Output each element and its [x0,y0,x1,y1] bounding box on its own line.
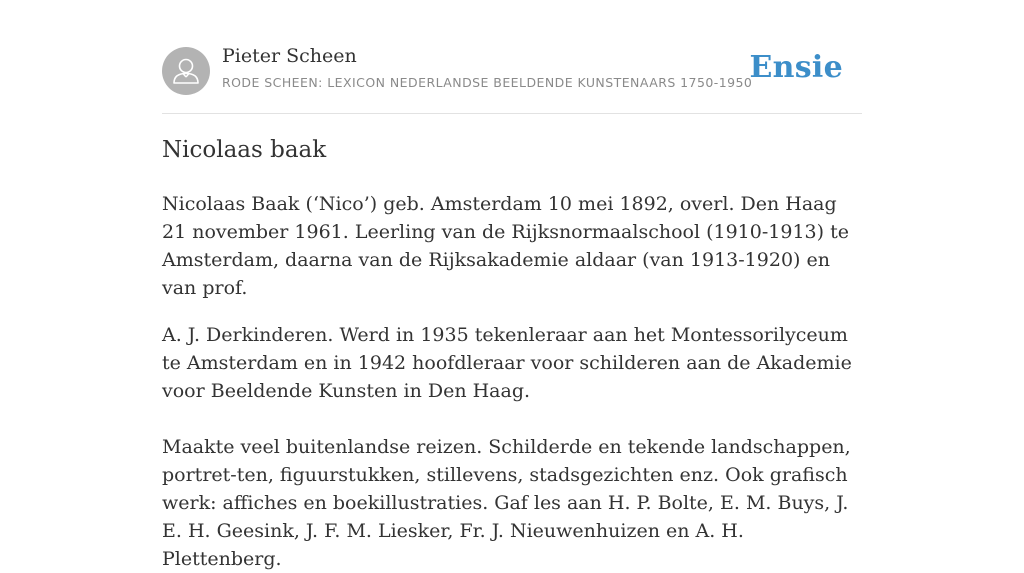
article-body [162,190,862,573]
article-paragraph: A. J. Derkinderen. Werd in 1935 tekenleraar aan het Montessorilyceum te Amsterdam en in 1942 hoofdleraar voor schilderen aan de Akademie voor Beeldende Kunsten in Den Haag. [162,324,852,402]
author-name[interactable]: Pieter Scheen [222,45,357,67]
user-icon [162,47,210,95]
article-title: Nicolaas baak [162,137,327,163]
source-title[interactable]: RODE SCHEEN: LEXICON NEDERLANDSE BEELDENDE KUNSTENAARS 1750-1950 [222,75,753,90]
article-paragraph: Nicolaas Baak (‘Nico’) geb. Amsterdam 10 mei 1892, overl. Den Haag 21 november 1961. Leerling van de Rijksnormaalschool (1910-1913) te Amsterdam, daarna van de Rijksakademie aldaar (van 1913-1920) en van prof. [162,193,849,299]
article-header [162,0,862,114]
article-card [162,0,862,570]
ensie-logo[interactable]: Ensie [749,50,843,85]
article-paragraph: Maakte veel buitenlandse reizen. Schilderde en tekende landschappen, portret-ten, figuurstukken, stillevens, stadsgezichten enz. Ook grafisch werk: affiches en boekillustraties. Gaf les aan H. P. Bolte, E. M. Buys, J. E. H. Geesink, J. F. M. Liesker, Fr. J. Nieuwenhuizen en A. H. Plettenberg. [162,436,851,570]
author-avatar[interactable] [162,47,210,95]
